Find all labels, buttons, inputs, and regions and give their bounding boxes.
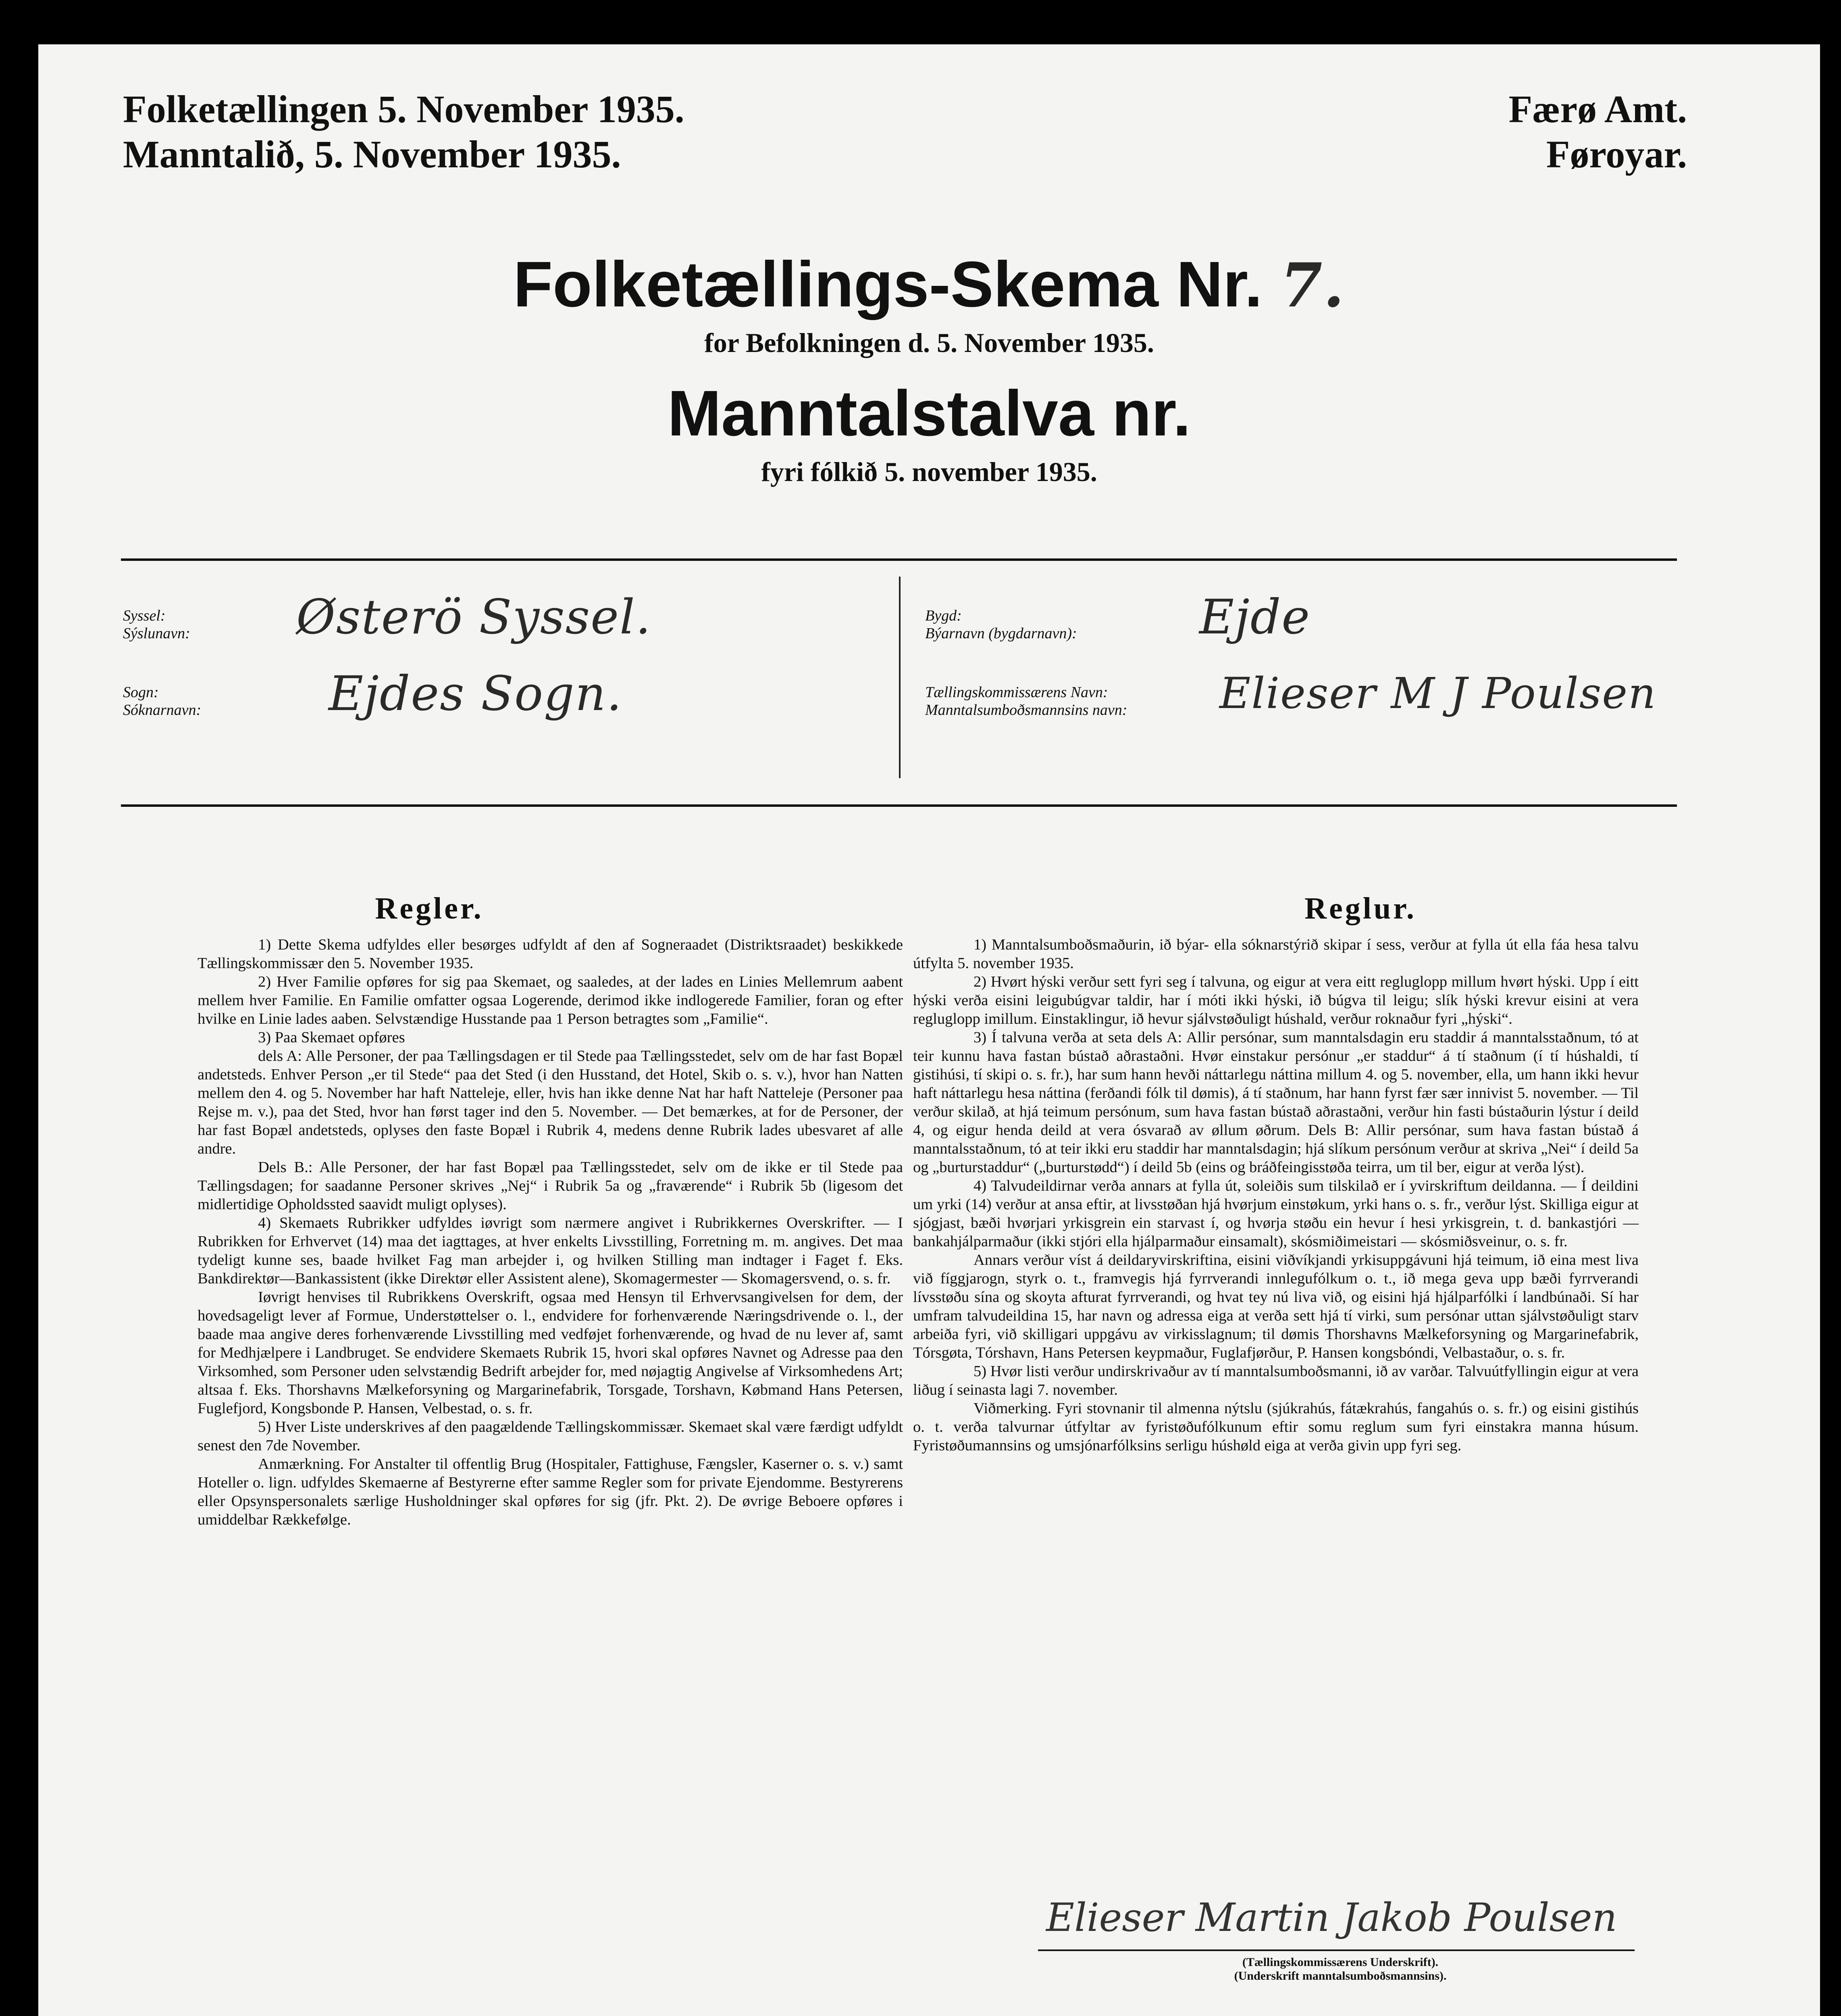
header-left-line1: Folketællingen 5. November 1935. (123, 87, 684, 131)
form-subtitle: for Befolkningen d. 5. November 1935. (704, 327, 1154, 358)
regler-p4: dels A: Alle Personer, der paa Tællingsdagen er til Stede paa Tællingsstedet, selv om de har fast Bopæl andetsteds. Enhver Person „er til Stede“ paa det Sted (i den Husstand, det Hotel, Skib o. s. v.), hvor han Natten mellem den 4. og 5. November har haft Natteleje, eller, hvis han ikke denne Nat har haft Natteleje (Personer paa Rejse m. v.), paa det Sted, hvor han først tager ind den 5. November. — Det bemærkes, at for de Personer, der har fast Bopæl andetsteds, oplyses den faste Bopæl i Rubrik 4, medens denne Rubrik lades ubesvaret af alle andre. (198, 1048, 903, 1157)
regler-p2: 2) Hver Familie opføres for sig paa Skemaet, og saaledes, at der lades en Linies Mellemrum aabent mellem hver Familie. En Familie omfatter ogsaa Logerende, derimod ikke indlogerede Familier, foran og efter hvilke en Linie lades aaben. Selvstændige Husstande paa 1 Person betragtes som „Familie“. (198, 973, 903, 1027)
reglur-p5: Annars verður víst á deildaryvirskriftina, eisini viðvíkjandi yrkisuppgávuni hjá teimum, ið eina mest liva við fíggjarogn, styrk o. t., framvegis hjá fyrrverandi innlegufólkum o. t., ið mega geva upp bæði fyrrverandi lívsstøðu sína og skoyta afturat fyrrverandi, og hvat tey nú liva við, og eisini hjá hjálparfólki í landbúnaði. Sí har umfram talvudeildina 15, har navn og adressa eiga at verða sett hjá tí virki, sum persónar uttan sjálvstøðuligt starv arbeiða fyri, við skilligari uppgávu av virkisslagnum; til dømis Thorshavns Mælkeforsyning og Margarinefabrik, Tórsgøta, Tórshavn, Hans Petersen keypmaður, Fuglafjørður, P. Hansen kongsbóndi, Velbastaður, o. s. fr. (913, 1252, 1639, 1361)
header-right (1508, 87, 1687, 177)
divider-top (121, 558, 1677, 561)
regler-p8: 5) Hver Liste underskrives af den paagældende Tællingskommissær. Skemaet skal være færdigt udfyldt senest den 7de November. (198, 1418, 903, 1454)
header-left-line2: Manntalið, 5. November 1935. (123, 133, 621, 176)
reglur-p3: 3) Í talvuna verða at seta dels A: Allir persónar, sum manntalsdagin eru staddir á manntalsstaðnum, tó at teir kunnu hava fastan bústað aðrastaðni. Hvør einstakur persónur „er staddur“ á tí staðnum (í tí húshaldi, tí gistihúsi, tí skipi o. s. fr.), har sum hann hevði náttarlegu náttina millum 4. og 5. november, ella, um hann ikki hevur haft náttarlegu hesa náttina (ferðandi fólk til dømis), á tí staðnum, har hann fyrst fær sær innivist 5. november. — Til verður skilað, at hjá teimum persónum, sum hava fastan bústað aðrastaðni, verður hin fasti bústaðurin lýstur í deild 4, og eigur henda deild at vera ósvarað av øllum øðrum. Dels B: Allir persónar, sum hava fastan bústað á manntalsstaðnum, tó at teir ikki eru staddir har manntalsdagin; hjá slíkum persónum verður at skriva „Nei“ í deild 5a og „burturstaddur“ („burturstødd“) í deild 5b (eins og bráðfeingisstøða teirra, um til ber, eigur at verða lýst). (913, 1029, 1639, 1176)
signature-caption-da: (Tællingskommissærens Underskrift). (1242, 1956, 1439, 1969)
regler-text (198, 935, 903, 1529)
kommissaer-value[interactable]: Elieser M J Poulsen (1219, 669, 1657, 718)
sogn-label-fo: Sóknarnavn: (123, 702, 202, 719)
signature[interactable]: Elieser Martin Jakob Poulsen (1046, 1895, 1617, 1940)
form-number: 7. (1280, 250, 1345, 321)
signature-caption (1078, 1956, 1602, 1983)
syssel-label (123, 607, 190, 642)
sogn-label (123, 683, 201, 719)
census-form-page (38, 44, 1820, 2016)
regler-p1: 1) Dette Skema udfyldes eller besørges udfyldt af den af Sogneraadet (Distriktsraadet) beskikkede Tællingskommissær den 5. November 1935. (198, 936, 903, 972)
bygd-value[interactable]: Ejde (1199, 589, 1311, 645)
bygd-label-fo: Býarnavn (bygdarnavn): (925, 625, 1077, 642)
header-right-line1: Færø Amt. (1508, 87, 1687, 131)
kommissaer-label-fo: Manntalsumboðsmannsins navn: (925, 702, 1127, 719)
divider-middle (899, 577, 901, 778)
syssel-label-fo: Sýslunavn: (123, 625, 190, 642)
syssel-label-da: Syssel: (123, 607, 166, 624)
form-subtitle-fo: fyri fólkið 5. november 1935. (761, 456, 1097, 487)
form-title-main: Folketællings-Skema Nr. (513, 248, 1263, 320)
regler-p3: 3) Paa Skemaet opføres (258, 1029, 405, 1046)
bygd-label-da: Bygd: (925, 607, 962, 624)
reglur-p7: Viðmerking. Fyri stovnanir til almenna nýtslu (sjúkrahús, fátækrahús, fangahús o. s. fr.) og eisini gistihús o. t. verða talvurnar útfyltar av fyristøðufólkunum eftir somu reglum sum fyri einstakra manna húsum. Fyristøðumannsins og umsjónarfólksins serligu húshøld eiga at verða givin upp fyri seg. (913, 1400, 1639, 1454)
header-right-line2: Føroyar. (1546, 133, 1687, 176)
reglur-p6: 5) Hvør listi verður undirskrivaður av tí manntalsumboðsmanni, ið av varðar. Talvuútfyllingin eigur at vera liðug í seinasta lagi 7. november. (913, 1363, 1639, 1398)
kommissaer-label-da: Tællingskommissærens Navn: (925, 684, 1108, 701)
form-title (38, 246, 1820, 323)
reglur-p4: 4) Talvudeildirnar verða annars at fylla út, soleiðis sum tilskilað er í yvirskriftum deildanna. — Í deildini um yrki (14) verður at ansa eftir, at livsstøðan hjá hvørjum einstøkum, yrki hans o. s. fr., verður lýst. Skilliga eigur at sjógjast, bæði hvørjari yrkisgrein ein starvast í, og hvørja støðu ein hevur í hesi yrkisgrein, t. d. bankastjóri — bankahjálparmaður (ikki stjóri ella hjálparmaður einsamalt), skósmiðimeistari — skósmiðsveinur, o. s. fr. (913, 1177, 1639, 1250)
title-block (38, 246, 1820, 488)
form-title-fo: Manntalstalva nr. (667, 377, 1191, 449)
reglur-text (913, 935, 1639, 1455)
signature-line (1038, 1949, 1635, 1951)
syssel-value[interactable]: Østerö Syssel. (296, 589, 652, 645)
sogn-value[interactable]: Ejdes Sogn. (329, 666, 623, 721)
kommissaer-label (925, 683, 1127, 719)
reglur-p1: 1) Manntalsumboðsmaðurin, ið býar- ella sóknarstýrið skipar í sess, verður at fylla út ella fáa hesa talvu útfylta 5. november 1935. (913, 936, 1639, 972)
divider-bottom (121, 804, 1677, 807)
regler-title: Regler. (375, 891, 484, 925)
reglur-p2: 2) Hvørt hýski verður sett fyri seg í talvuna, og eigur at vera eitt regluglopp millum hvørt hýski. Upp í eitt hýski verða eisini leigubúgvar taldir, har í móti ikki hýski, ið búgva til leigu; slík hýski krevur eisini at vera regluglopp imillum. Einstaklingur, ið hevur sjálvstøðuligt húshald, verður roknaður fyri „hýski“. (913, 973, 1639, 1027)
header-left (123, 87, 684, 177)
regler-p7: Iøvrigt henvises til Rubrikkens Overskrift, ogsaa med Hensyn til Erhvervsangivelsen for dem, der hovedsageligt lever af Formue, Understøttelser o. l., endvidere for forhenværende Næringsdrivende o. l., der baade maa angive deres forhenværende Livsstilling med vedføjet forhenværende, og hvad de nu lever af, samt for Medhjælpere i Landbruget. Se endvidere Skemaets Rubrik 15, hvori skal opføres Navnet og Adresse paa den Virksomhed, som Personer uden selvstændig Bedrift arbejder for, med nøjagtig Angivelse af Virksomhedens Art; altsaa f. Eks. Thorshavns Mælkeforsyning og Margarinefabrik, Torsgade, Torshavn, Købmand Hans Petersen, Fuglefjord, Kongsbonde P. Hansen, Velbestad, o. s. fr. (198, 1289, 903, 1417)
sogn-label-da: Sogn: (123, 684, 159, 701)
regler-p5: Dels B.: Alle Personer, der har fast Bopæl paa Tællingsstedet, selv om de ikke er til Stede paa Tællingsdagen; for saadanne Personer skrives „Nej“ i Rubrik 5a og „fraværende“ i Rubrik 5b (ligesom det midlertidige Opholdssted saavidt muligt oplyses). (198, 1159, 903, 1213)
reglur-title: Reglur. (1304, 891, 1417, 925)
signature-caption-fo: (Underskrift manntalsumboðsmannsins). (1234, 1969, 1447, 1983)
regler-p9: Anmærkning. For Anstalter til offentlig Brug (Hospitaler, Fattighuse, Fængsler, Kaserner o. s. v.) samt Hoteller o. lign. udfyldes Skemaerne af Bestyrerne efter samme Regler som for private Ejendomme. Bestyrerens eller Opsynspersonalets særlige Husholdninger skal opføres for sig (jfr. Pkt. 2). De øvrige Beboere opføres i umiddelbar Rækkefølge. (198, 1456, 903, 1528)
regler-p6: 4) Skemaets Rubrikker udfyldes iøvrigt som nærmere angivet i Rubrikkernes Overskrifter. — I Rubrikken for Erhvervet (14) maa det iagttages, at hver enkelts Livsstilling, Forretning m. m. angives. Det maa tydeligt kunne ses, baade hvilket Fag man arbejder i, og hvilken Stilling man indtager i Faget f. Eks. Bankdirektør—Bankassistent (ikke Direktør eller Assistent alene), Skomagermester — Skomagersvend, o. s. fr. (198, 1214, 903, 1287)
bygd-label (925, 607, 1077, 642)
